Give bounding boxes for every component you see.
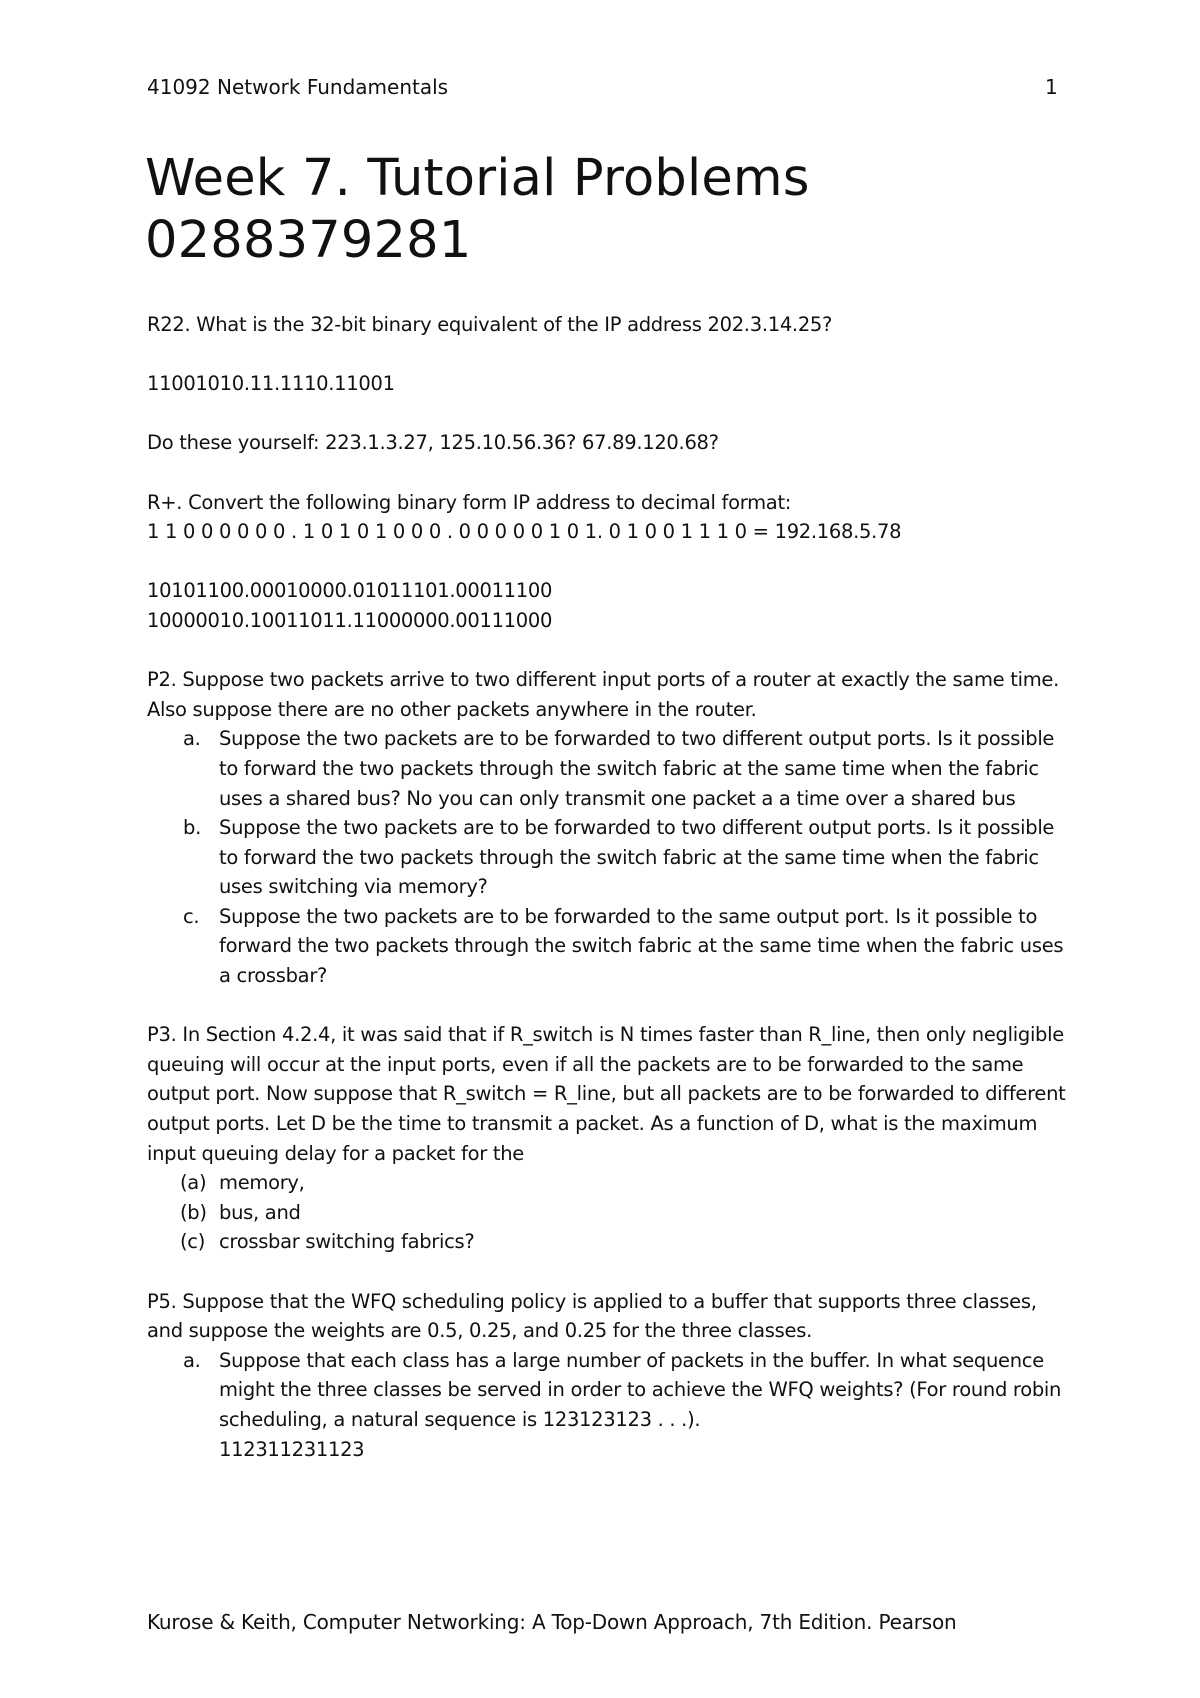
list-item-text: Suppose the two packets are to be forwarded to two different output ports. Is it possible to forward the two packets through the switch fabric at the same time when the fabric uses switching via memory? — [219, 816, 1055, 899]
p5-answer: 112311231123 — [219, 1437, 365, 1461]
list-item — [147, 1346, 1067, 1464]
list-marker: c. — [183, 904, 200, 928]
list-marker: a. — [183, 727, 201, 751]
list-marker: b. — [183, 816, 201, 840]
list-item — [147, 724, 1067, 813]
header-course: 41092 Network Fundamentals — [147, 75, 449, 99]
rplus-example: 1 1 0 0 0 0 0 0 . 1 0 1 0 1 0 0 0 . 0 0 0 0 0 1 0 1. 0 1 0 0 1 1 1 0 = 192.168.5.78 — [147, 520, 902, 544]
list-item — [147, 1168, 1067, 1198]
list-marker: (b) — [180, 1200, 207, 1224]
list-marker: a. — [183, 1348, 201, 1372]
list-item — [147, 902, 1067, 991]
list-item-text: Suppose the two packets are to be forwarded to the same output port. Is it possible to forward the two packets through the switch fabric at the same time when the fabric uses a crossbar? — [219, 904, 1064, 988]
r22-answer: 11001010.11.1110.11001 — [147, 372, 395, 396]
list-item-text: Suppose the two packets are to be forwarded to two different output ports. Is it possible to forward the two packets through the switch fabric at the same time when the fabric uses a shared bus? No you can only transmit one packet a a time over a shared bus — [219, 727, 1055, 810]
list-marker: (c) — [180, 1230, 206, 1254]
r22-practice: Do these yourself: 223.1.3.27, 125.10.56.36? 67.89.120.68? — [147, 431, 719, 455]
footer-citation: Kurose & Keith, Computer Networking: A Top-Down Approach, 7th Edition. Pearson — [147, 1610, 957, 1634]
title-line-1: Week 7. Tutorial Problems — [145, 149, 810, 208]
rplus-binary-2: 10000010.10011011.11000000.00111000 — [147, 608, 553, 632]
list-item-text: crossbar switching fabrics? — [219, 1230, 475, 1254]
list-item — [147, 1198, 1067, 1228]
p5-question: P5. Suppose that the WFQ scheduling policy is applied to a buffer that supports three classes, and suppose the weights are 0.5, 0.25, and 0.25 for the three classes. — [147, 1289, 1037, 1343]
page-title — [145, 148, 1095, 272]
header-page-number: 1 — [1045, 75, 1058, 99]
rplus-binary-1: 10101100.00010000.01011101.00011100 — [147, 579, 553, 603]
list-item-text: memory, — [219, 1171, 305, 1195]
list-item-text: Suppose that each class has a large number of packets in the buffer. In what sequence might the three classes be served in order to achieve the WFQ weights? (For round robin scheduling, a natural sequence is 123123123 . . .). — [219, 1348, 1062, 1431]
list-marker: (a) — [180, 1171, 207, 1195]
p3-list — [147, 1168, 1067, 1257]
p3-question: P3. In Section 4.2.4, it was said that if R_switch is N times faster than R_line, then only negligible queuing will occur at the input ports, even if all the packets are to be forwarded to the same output port. Now suppose that R_switch = R_line, but all packets are to be forwarded to different output ports. Let D be the time to transmit a packet. As a function of D, what is the maximum input queuing delay for a packet for the — [147, 1023, 1066, 1165]
p2-list — [147, 724, 1067, 990]
list-item-text: bus, and — [219, 1200, 301, 1224]
document-body — [147, 310, 1067, 1464]
rplus-question: R+. Convert the following binary form IP address to decimal format: — [147, 490, 792, 514]
list-item — [147, 813, 1067, 902]
p2-question: P2. Suppose two packets arrive to two different input ports of a router at exactly the same time. Also suppose there are no other packets anywhere in the router. — [147, 668, 1059, 721]
r22-question: R22. What is the 32-bit binary equivalent of the IP address 202.3.14.25? — [147, 313, 833, 336]
list-item — [147, 1227, 1067, 1257]
p5-list — [147, 1346, 1067, 1464]
title-line-2: 0288379281 — [145, 211, 472, 270]
